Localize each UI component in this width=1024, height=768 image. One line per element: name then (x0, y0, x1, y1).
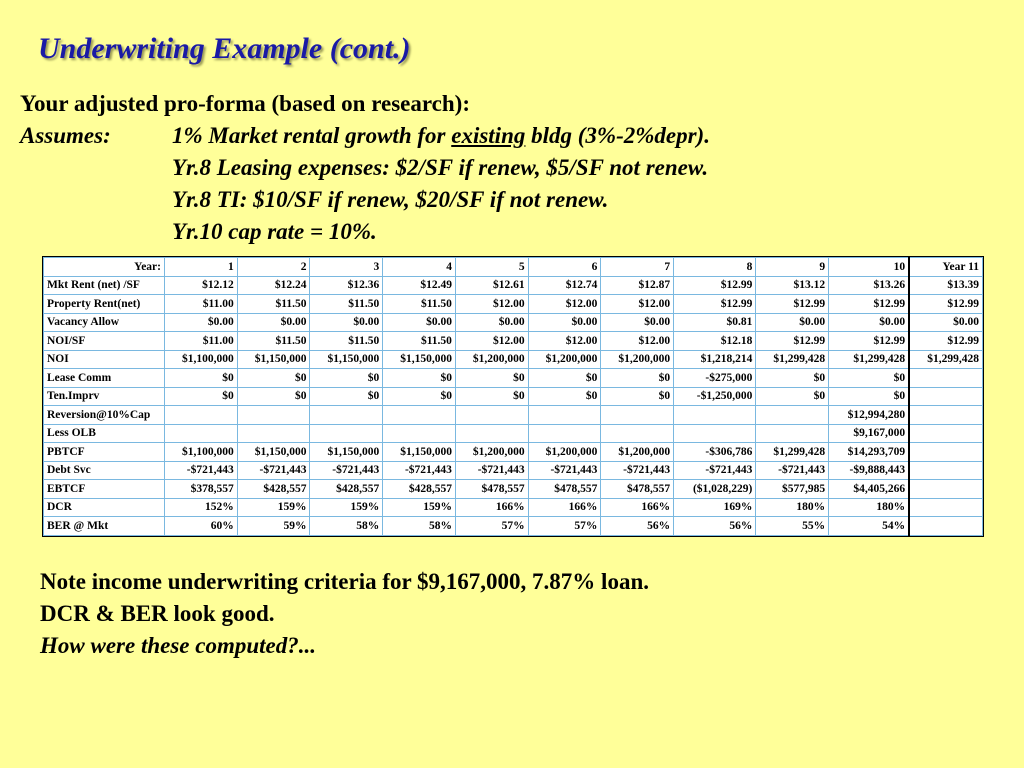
assumption-1-underlined: existing (451, 123, 526, 148)
assumption-4 (20, 216, 710, 248)
table-cell (165, 424, 238, 443)
table-cell: -$721,443 (383, 461, 456, 480)
note-line-2: DCR & BER look good. (40, 601, 275, 626)
table-cell: $378,557 (165, 480, 238, 499)
table-cell: -$721,443 (674, 461, 756, 480)
assumption-2 (20, 152, 710, 184)
year-header-cell: 10 (829, 258, 909, 277)
year-header-cell: 7 (601, 258, 674, 277)
table-cell: $0 (528, 369, 601, 388)
table-cell (455, 406, 528, 425)
table-cell: $11.50 (383, 332, 456, 351)
table-cell: $12.49 (383, 276, 456, 295)
table-cell: $0 (237, 369, 310, 388)
table-row (44, 424, 983, 443)
table-cell (383, 406, 456, 425)
table-cell (674, 424, 756, 443)
assumption-1-post: bldg (3%-2%depr). (525, 123, 710, 148)
table-cell: $0 (310, 387, 383, 406)
table-cell (909, 517, 982, 536)
table-cell: $0 (528, 387, 601, 406)
table-cell: $478,557 (528, 480, 601, 499)
table-cell: $0 (455, 387, 528, 406)
table-row (44, 387, 983, 406)
row-label: EBTCF (44, 480, 165, 499)
table-cell: $0 (601, 369, 674, 388)
row-label: Ten.Imprv (44, 387, 165, 406)
proforma-table (43, 257, 983, 536)
table-cell: $12.74 (528, 276, 601, 295)
table-cell: $0.00 (383, 313, 456, 332)
row-label: PBTCF (44, 443, 165, 462)
table-cell: 56% (601, 517, 674, 536)
table-cell: $11.50 (237, 295, 310, 314)
table-cell: $0 (455, 369, 528, 388)
assumption-1 (20, 120, 710, 152)
table-cell: $9,167,000 (829, 424, 909, 443)
assumption-4-text: Yr.10 cap rate = 10%. (172, 219, 377, 244)
table-cell (756, 424, 829, 443)
table-cell: -$275,000 (674, 369, 756, 388)
table-cell: $1,150,000 (383, 443, 456, 462)
table-cell: $0.00 (310, 313, 383, 332)
year-header-cell: 4 (383, 258, 456, 277)
table-cell: $1,299,428 (909, 350, 982, 369)
table-cell: $1,299,428 (829, 350, 909, 369)
table-cell (165, 406, 238, 425)
table-cell (674, 406, 756, 425)
table-cell: $1,100,000 (165, 443, 238, 462)
table-cell: $0 (310, 369, 383, 388)
table-cell: $0 (601, 387, 674, 406)
table-row (44, 480, 983, 499)
table-cell: 159% (383, 498, 456, 517)
table-row (44, 295, 983, 314)
table-cell: $0.00 (829, 313, 909, 332)
year-header-label: Year: (44, 258, 165, 277)
table-cell (909, 480, 982, 499)
table-cell: $1,200,000 (528, 350, 601, 369)
table-cell: -$721,443 (165, 461, 238, 480)
table-cell: $1,200,000 (601, 443, 674, 462)
table-row (44, 406, 983, 425)
table-cell: $11.50 (310, 295, 383, 314)
table-cell: -$721,443 (601, 461, 674, 480)
assumes-label: Assumes: (20, 123, 111, 148)
table-cell: $0 (383, 387, 456, 406)
table-cell: $1,150,000 (310, 443, 383, 462)
table-cell (528, 424, 601, 443)
table-cell: $12.00 (528, 332, 601, 351)
table-cell: -$721,443 (455, 461, 528, 480)
table-cell: $12.12 (165, 276, 238, 295)
table-cell: 58% (383, 517, 456, 536)
table-cell: $12.61 (455, 276, 528, 295)
table-cell: $12.00 (601, 332, 674, 351)
row-label: Less OLB (44, 424, 165, 443)
table-cell: $12.00 (601, 295, 674, 314)
table-cell: $0 (756, 387, 829, 406)
table-cell: $1,299,428 (756, 443, 829, 462)
table-cell: 60% (165, 517, 238, 536)
table-cell: $0 (383, 369, 456, 388)
table-cell: $577,985 (756, 480, 829, 499)
table-row (44, 276, 983, 295)
table-cell: -$721,443 (756, 461, 829, 480)
table-cell: $12.99 (674, 295, 756, 314)
table-cell: $11.50 (237, 332, 310, 351)
row-label: BER @ Mkt (44, 517, 165, 536)
row-label: Property Rent(net) (44, 295, 165, 314)
table-cell: $1,299,428 (756, 350, 829, 369)
table-cell: 159% (237, 498, 310, 517)
table-cell: $11.00 (165, 295, 238, 314)
table-cell: $428,557 (237, 480, 310, 499)
table-cell: $12.99 (909, 332, 982, 351)
table-cell: $12.99 (829, 295, 909, 314)
year-header-cell: 5 (455, 258, 528, 277)
table-cell: $12.00 (528, 295, 601, 314)
row-label: Reversion@10%Cap (44, 406, 165, 425)
table-cell: $478,557 (455, 480, 528, 499)
table-cell: $1,218,214 (674, 350, 756, 369)
table-cell: -$306,786 (674, 443, 756, 462)
note-line-1: Note income underwriting criteria for $9,167,000, 7.87% loan. (40, 569, 649, 594)
table-cell (528, 406, 601, 425)
year-header-cell: 6 (528, 258, 601, 277)
table-cell (909, 443, 982, 462)
table-cell (310, 424, 383, 443)
table-cell (237, 424, 310, 443)
table-cell: $14,293,709 (829, 443, 909, 462)
table-cell: $13.26 (829, 276, 909, 295)
table-cell: 57% (528, 517, 601, 536)
row-label: Mkt Rent (net) /SF (44, 276, 165, 295)
table-cell: -$721,443 (528, 461, 601, 480)
table-cell (601, 406, 674, 425)
table-cell: $11.50 (310, 332, 383, 351)
table-cell: $0 (756, 369, 829, 388)
row-label: Debt Svc (44, 461, 165, 480)
assumption-1-pre: 1% Market rental growth for (172, 123, 452, 148)
table-cell (909, 369, 982, 388)
table-row (44, 350, 983, 369)
slide-title: Underwriting Example (cont.) (38, 32, 411, 65)
table-cell: $1,150,000 (237, 350, 310, 369)
table-row (44, 461, 983, 480)
assumption-3 (20, 184, 710, 216)
table-cell: $1,100,000 (165, 350, 238, 369)
table-cell: $0 (829, 369, 909, 388)
year-header-cell: 1 (165, 258, 238, 277)
row-label: Lease Comm (44, 369, 165, 388)
table-cell (909, 387, 982, 406)
table-cell: $0.00 (756, 313, 829, 332)
table-cell: $0 (829, 387, 909, 406)
table-header-row (44, 258, 983, 277)
table-cell: ($1,028,229) (674, 480, 756, 499)
table-cell: $12,994,280 (829, 406, 909, 425)
table-cell: $478,557 (601, 480, 674, 499)
table-cell: $1,150,000 (310, 350, 383, 369)
row-label: NOI/SF (44, 332, 165, 351)
table-cell: $12.24 (237, 276, 310, 295)
table-cell (909, 424, 982, 443)
table-row (44, 443, 983, 462)
row-label: Vacancy Allow (44, 313, 165, 332)
table-cell (383, 424, 456, 443)
table-cell: 180% (829, 498, 909, 517)
table-cell: $1,150,000 (237, 443, 310, 462)
table-cell (601, 424, 674, 443)
table-cell: $0.00 (455, 313, 528, 332)
table-cell: 57% (455, 517, 528, 536)
proforma-table-container (42, 256, 984, 537)
row-label: DCR (44, 498, 165, 517)
table-cell: -$721,443 (310, 461, 383, 480)
table-cell: -$721,443 (237, 461, 310, 480)
table-cell: $12.99 (674, 276, 756, 295)
table-cell: $13.12 (756, 276, 829, 295)
table-cell: $0.00 (165, 313, 238, 332)
table-cell: 152% (165, 498, 238, 517)
table-cell: $0.00 (601, 313, 674, 332)
table-cell: 58% (310, 517, 383, 536)
table-cell: $12.99 (909, 295, 982, 314)
table-cell: $0.81 (674, 313, 756, 332)
intro-heading: Your adjusted pro-forma (based on research): (20, 91, 470, 116)
table-cell: $13.39 (909, 276, 982, 295)
table-cell: $4,405,266 (829, 480, 909, 499)
table-cell: 59% (237, 517, 310, 536)
table-cell: 54% (829, 517, 909, 536)
table-cell: 56% (674, 517, 756, 536)
table-cell: $12.99 (756, 332, 829, 351)
table-cell (909, 406, 982, 425)
table-cell: $428,557 (310, 480, 383, 499)
table-row (44, 332, 983, 351)
table-cell: $0.00 (909, 313, 982, 332)
table-cell: 166% (455, 498, 528, 517)
assumption-2-text: Yr.8 Leasing expenses: $2/SF if renew, $5/SF not renew. (172, 155, 709, 180)
table-cell (310, 406, 383, 425)
table-cell: $12.00 (455, 332, 528, 351)
table-cell: $0 (165, 369, 238, 388)
table-cell: $12.99 (756, 295, 829, 314)
table-cell: $0.00 (237, 313, 310, 332)
table-cell: $12.87 (601, 276, 674, 295)
table-cell: 169% (674, 498, 756, 517)
year-header-cell: 9 (756, 258, 829, 277)
table-cell: $12.18 (674, 332, 756, 351)
table-cell: 159% (310, 498, 383, 517)
table-cell: $428,557 (383, 480, 456, 499)
table-cell (909, 461, 982, 480)
table-cell: $11.00 (165, 332, 238, 351)
table-row (44, 517, 983, 536)
table-cell: $1,150,000 (383, 350, 456, 369)
assumptions-block (20, 88, 710, 248)
table-cell: -$9,888,443 (829, 461, 909, 480)
table-cell: $12.36 (310, 276, 383, 295)
table-cell: 180% (756, 498, 829, 517)
table-cell: $0.00 (528, 313, 601, 332)
table-cell: $1,200,000 (455, 443, 528, 462)
table-cell (909, 498, 982, 517)
table-cell (455, 424, 528, 443)
table-cell: -$1,250,000 (674, 387, 756, 406)
notes-block (40, 566, 649, 662)
table-cell: $1,200,000 (601, 350, 674, 369)
table-row (44, 498, 983, 517)
table-cell: $12.00 (455, 295, 528, 314)
table-row (44, 369, 983, 388)
table-cell: 166% (601, 498, 674, 517)
table-row (44, 313, 983, 332)
assumption-3-text: Yr.8 TI: $10/SF if renew, $20/SF if not renew. (172, 187, 609, 212)
table-cell: $0 (165, 387, 238, 406)
year-header-cell: 3 (310, 258, 383, 277)
table-cell: 55% (756, 517, 829, 536)
table-cell (237, 406, 310, 425)
table-cell: $0 (237, 387, 310, 406)
table-cell: $11.50 (383, 295, 456, 314)
table-cell: 166% (528, 498, 601, 517)
year-header-cell: Year 11 (909, 258, 982, 277)
table-cell: $1,200,000 (455, 350, 528, 369)
table-cell: $1,200,000 (528, 443, 601, 462)
row-label: NOI (44, 350, 165, 369)
year-header-cell: 8 (674, 258, 756, 277)
table-cell: $12.99 (829, 332, 909, 351)
note-line-3: How were these computed?... (40, 633, 316, 658)
year-header-cell: 2 (237, 258, 310, 277)
table-cell (756, 406, 829, 425)
